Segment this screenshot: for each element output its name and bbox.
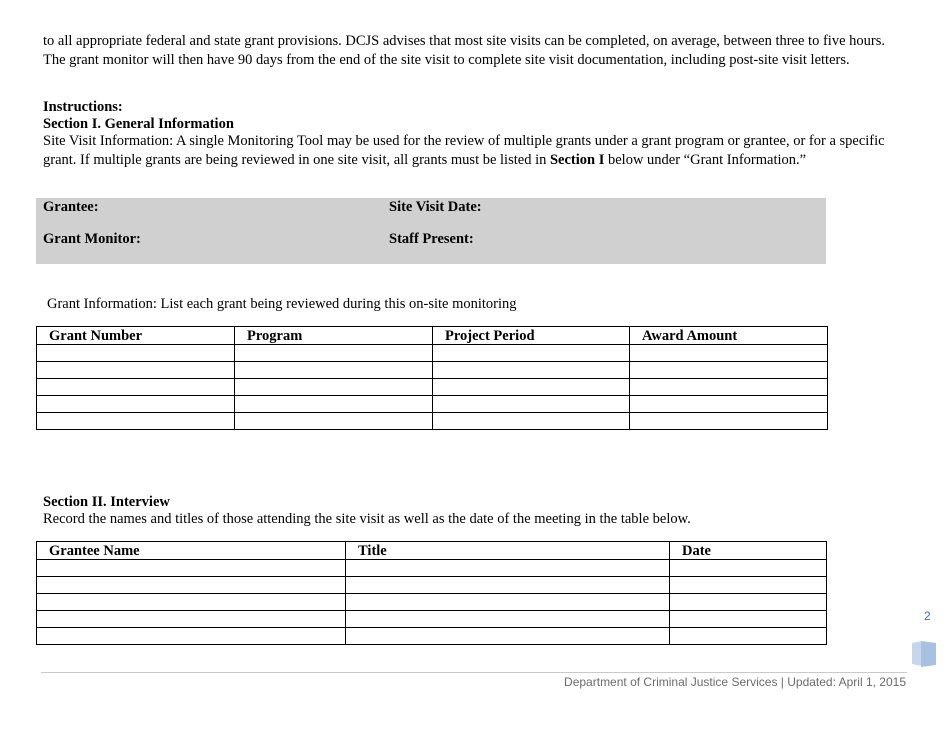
section1-text-line-1: Site Visit Information: A single Monitoring Tool may be used for the review of multiple grants under a grant program or grantee, or for a specific [43,133,885,149]
site-visit-date-label: Site Visit Date: [389,199,482,215]
section1-bold-ref: Section I [549,152,605,168]
grant-number-cell[interactable] [37,362,235,379]
date-cell[interactable] [670,611,827,628]
program-cell[interactable] [235,345,433,362]
grant-number-header: Grant Number [37,327,235,345]
section2-text: Record the names and titles of those attending the site visit as well as the date of the meeting in the table below. [43,511,691,527]
grant-number-cell[interactable] [37,345,235,362]
title-header: Title [346,542,670,560]
title-cell[interactable] [346,560,670,577]
section2-heading: Section II. Interview [43,494,170,510]
interview-table-header-row [37,542,827,560]
project-period-cell[interactable] [433,413,630,430]
title-cell[interactable] [346,594,670,611]
grant-info-table [36,326,828,430]
grantee-name-cell[interactable] [37,577,346,594]
footer-divider [41,672,907,673]
award-amount-cell[interactable] [630,345,828,362]
title-cell[interactable] [346,628,670,645]
grant-monitor-label: Grant Monitor: [43,231,141,247]
title-cell[interactable] [346,611,670,628]
project-period-cell[interactable] [433,362,630,379]
grant-table-header-row [37,327,828,345]
page-number: 2 [924,609,931,623]
date-cell[interactable] [670,577,827,594]
table-row [37,560,827,577]
grant-number-cell[interactable] [37,379,235,396]
award-amount-cell[interactable] [630,362,828,379]
grantee-name-cell[interactable] [37,594,346,611]
table-row [37,396,828,413]
section1-text-line-2 [43,151,806,170]
award-amount-cell[interactable] [630,396,828,413]
grant-info-intro: Grant Information: List each grant being reviewed during this on-site monitoring [47,296,517,312]
instructions-heading: Instructions: [43,99,123,115]
grantee-name-cell[interactable] [37,560,346,577]
date-cell[interactable] [670,560,827,577]
table-row [37,379,828,396]
date-cell[interactable] [670,594,827,611]
program-cell[interactable] [235,362,433,379]
table-row [37,594,827,611]
table-row [37,413,828,430]
section1-text-line-2-pre: grant. If multiple grants are being reviewed in one site visit, all grants must be listed in [43,152,550,168]
award-amount-header: Award Amount [630,327,828,345]
table-row [37,577,827,594]
table-row [37,611,827,628]
grantee-name-cell[interactable] [37,611,346,628]
date-cell[interactable] [670,628,827,645]
table-row [37,362,828,379]
program-header: Program [235,327,433,345]
page-corner-icon [910,640,940,668]
award-amount-cell[interactable] [630,379,828,396]
section1-text-line-2-post: below under “Grant Information.” [604,152,807,168]
project-period-header: Project Period [433,327,630,345]
project-period-cell[interactable] [433,379,630,396]
staff-present-label: Staff Present: [389,231,474,247]
footer-text: Department of Criminal Justice Services | Updated: April 1, 2015 [564,675,906,689]
title-cell[interactable] [346,577,670,594]
grantee-name-header: Grantee Name [37,542,346,560]
intro-line-1: to all appropriate federal and state grant provisions. DCJS advises that most site visits can be completed, on average, between three to five hours. [43,33,885,49]
program-cell[interactable] [235,396,433,413]
grantee-label: Grantee: [43,199,99,215]
general-info-box [36,198,826,264]
project-period-cell[interactable] [433,396,630,413]
grant-number-cell[interactable] [37,396,235,413]
award-amount-cell[interactable] [630,413,828,430]
date-header: Date [670,542,827,560]
intro-line-2: The grant monitor will then have 90 days from the end of the site visit to complete site visit documentation, including post-site visit letters. [43,52,850,68]
table-row [37,345,828,362]
grantee-name-cell[interactable] [37,628,346,645]
program-cell[interactable] [235,413,433,430]
interview-table [36,541,827,645]
project-period-cell[interactable] [433,345,630,362]
section1-heading: Section I. General Information [43,116,234,132]
table-row [37,628,827,645]
grant-number-cell[interactable] [37,413,235,430]
program-cell[interactable] [235,379,433,396]
